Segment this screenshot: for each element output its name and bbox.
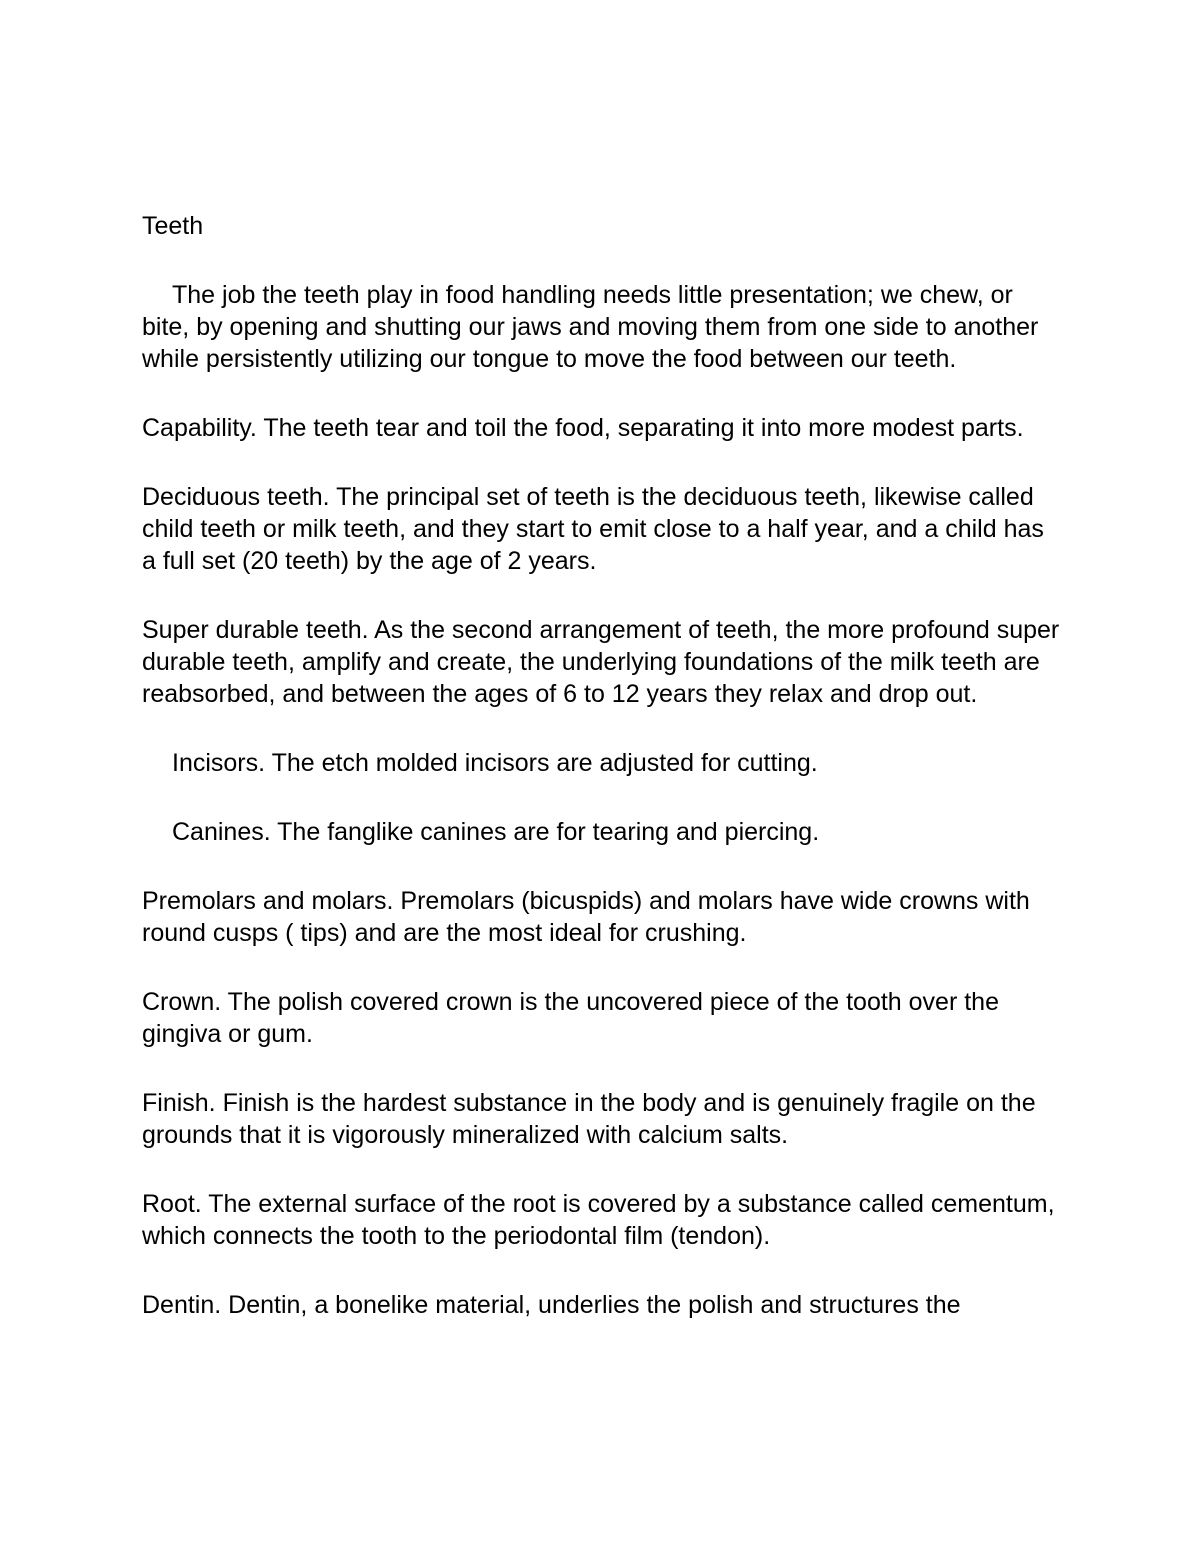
paragraph-super-durable-teeth: Super durable teeth. As the second arrangement of teeth, the more profound super durable teeth, amplify and create, the underlying foundations of the milk teeth are reabsorbed, and between the ages of 6 to 12 years they relax and drop out. <box>142 616 1060 708</box>
paragraph-root: Root. The external surface of the root is covered by a substance called cementum, which connects the tooth to the periodontal film (tendon). <box>142 1190 1055 1250</box>
paragraph-incisors: Incisors. The etch molded incisors are adjusted for cutting. <box>172 749 818 777</box>
paragraph-capability: Capability. The teeth tear and toil the food, separating it into more modest parts. <box>142 414 1024 442</box>
paragraph-crown: Crown. The polish covered crown is the uncovered piece of the tooth over the gingiva or gum. <box>142 988 999 1048</box>
paragraph-deciduous-teeth: Deciduous teeth. The principal set of teeth is the deciduous teeth, likewise called child teeth or milk teeth, and they start to emit close to a half year, and a child has a full set (20 teeth) by the age of 2 years. <box>142 483 1044 575</box>
paragraph-premolars-molars: Premolars and molars. Premolars (bicuspids) and molars have wide crowns with round cusps ( tips) and are the most ideal for crushing. <box>142 887 1030 947</box>
paragraph-intro: The job the teeth play in food handling needs little presentation; we chew, or bite, by opening and shutting our jaws and moving them from one side to another while persistently utilizing our tongue to move the food between our teeth. <box>142 281 1039 373</box>
paragraph-dentin: Dentin. Dentin, a bonelike material, underlies the polish and structures the <box>142 1291 961 1319</box>
document-title: Teeth <box>142 212 204 240</box>
paragraph-canines: Canines. The fanglike canines are for tearing and piercing. <box>172 818 820 846</box>
document-page <box>142 210 1062 1358</box>
paragraph-finish: Finish. Finish is the hardest substance in the body and is genuinely fragile on the grounds that it is vigorously mineralized with calcium salts. <box>142 1089 1036 1149</box>
